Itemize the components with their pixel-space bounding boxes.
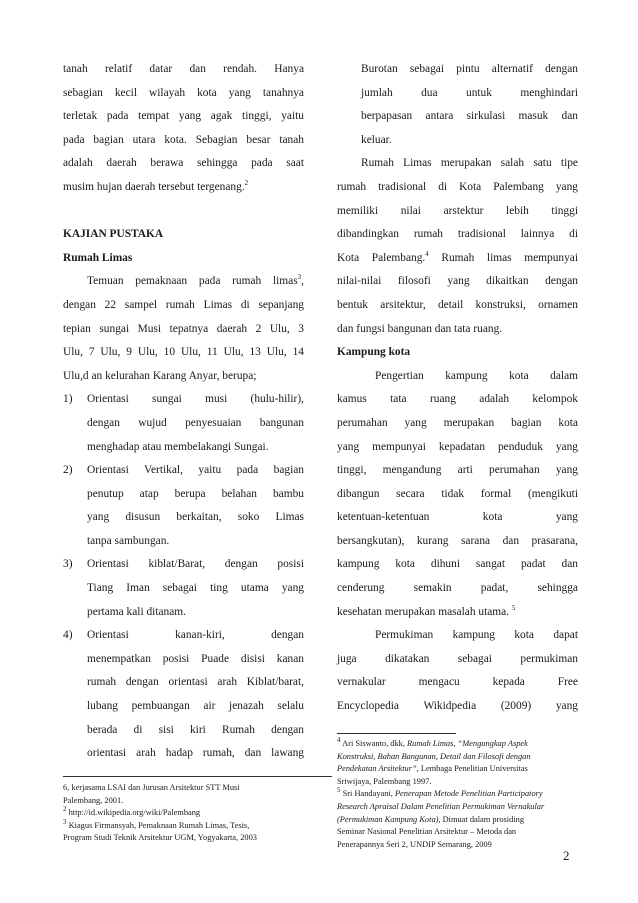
text-line: dengan 22 sampel rumah Limas di sepanjang <box>63 298 304 311</box>
footnote-ref: 2 <box>244 179 249 188</box>
text-line: kampung kota dihuni sangat padat dan <box>337 558 578 571</box>
footnote-line: Research Apraisal Dalam Penelitian Permukiman Vernakular <box>337 801 545 811</box>
text-line: menempatkan posisi Puade disisi kanan <box>87 652 304 665</box>
text-line: memiliki nilai arstektur lebih tinggi <box>337 204 578 217</box>
text-line: adalah daerah berawa sehingga pada saat <box>63 157 304 170</box>
text-line: sebagian kecil wilayah kota yang tanahnya <box>63 86 304 99</box>
text-line: ketentuan-ketentuan kota yang <box>337 511 578 524</box>
text-line: perumahan yang merupakan bagian kota <box>337 416 578 429</box>
footnote-divider <box>63 776 332 777</box>
left-footnotes <box>63 782 308 845</box>
text-line: dengan wujud penyesuaian bangunan <box>87 416 304 429</box>
text-line: berada di sisi kiri Rumah dengan <box>87 723 304 736</box>
footnote-ref: 3 <box>297 273 302 282</box>
text-line: Pengertian kampung kota dalam <box>375 369 578 382</box>
right-column <box>337 58 578 719</box>
text-line: bersangkutan), kurang sarana dan prasarana, <box>337 534 578 547</box>
footnote-line: Penerapannya Seri 2, UNDIP Semarang, 2009 <box>337 839 492 849</box>
text-line: berpapasan antara sirkulasi masuk dan <box>361 110 578 123</box>
text-line: jumlah dua untuk menghindari <box>361 86 578 99</box>
text-line: terletak pada tempat yang agak tinggi, yaitu <box>63 110 304 123</box>
subsection-heading: Kampung kota <box>337 346 411 359</box>
text-line: Temuan pemaknaan pada rumah limas$^3$, <box>87 273 304 288</box>
text-line: juga dikatakan sebagai permukiman <box>337 652 578 665</box>
text-line: pertama kali ditanam. <box>87 605 186 618</box>
footnote-line: (Permukiman Kampung Kota), Dimuat dalam prosiding <box>337 814 525 824</box>
list-item: 3) Orientasi kiblat/Barat, dengan posisi <box>63 558 304 571</box>
text-line: rumah tradisional di Kota Palembang yang <box>337 180 578 193</box>
text-line: Encyclopedia Wikidpedia (2009) yang <box>337 700 578 713</box>
text-line: yang disusun berkaitan, soko Limas <box>87 511 304 524</box>
text-line: Rumah Limas merupakan salah satu tipe <box>361 157 578 170</box>
text-line: cenderung semakin padat, sehingga <box>337 582 578 595</box>
text-line: Kota Palembang.$^4$ Rumah limas mempunyai <box>337 249 579 264</box>
text-line: orientasi arah hadap rumah, dan lawang <box>87 747 304 760</box>
text-line: vernakular mengacu kepada Free <box>337 676 578 689</box>
footnote-divider <box>337 733 456 734</box>
footnote: $^2$ http://id.wikipedia.org/wiki/Palembang <box>63 805 201 818</box>
text-line: Permukiman kampung kota dapat <box>375 629 578 642</box>
text-line: bentuk arsitektur, detail konstruksi, ornamen <box>337 298 578 311</box>
text-line: kesehatan merupakan masalah utama. $^5$ <box>337 603 516 618</box>
text-line: tinggi, mengandung arti perumahan yang <box>337 464 578 477</box>
subsection-heading: Rumah Limas <box>63 251 133 264</box>
text-line: nilai-nilai filosofi yang dikaitkan dengan <box>337 275 578 288</box>
footnote-ref: 4 <box>425 249 429 258</box>
footnote-line: Program Studi Teknik Arsitektur UGM, Yogyakarta, 2003 <box>63 833 257 843</box>
text-line: pada bagian utara kota. Sebagian besar tanah <box>63 133 304 146</box>
text-line: musim hujan daerah tersebut tergenang.$^2$ <box>63 179 249 193</box>
footnote: $^3$ Kiagus Firmansyah, Pemaknaan Rumah Limas, Tesis, <box>63 817 250 830</box>
footnote-line: Konstruksi, Bahan Bangunan, Detail dan Filosofi dengan <box>337 751 531 761</box>
footnote-line: Sriwijaya, Palembang 1997. <box>337 776 432 786</box>
text-line: kamus tata ruang adalah kelompok <box>337 393 578 406</box>
text-line: tanah relatif datar dan rendah. Hanya <box>63 63 304 75</box>
text-line: Tiang Iman sebagai ting utama yang <box>87 582 304 595</box>
footnote-ref: 5 <box>511 603 516 612</box>
list-item: 2) Orientasi Vertikal, yaitu pada bagian <box>63 464 304 477</box>
text-line: penutup atap berupa belahan bambu <box>87 487 304 500</box>
page-number: 2 <box>563 848 570 863</box>
footnote-line: Pendekatan Arsitektur”, Lembaga Penelitian Universitas <box>337 764 528 774</box>
text-line: Burotan sebagai pintu alternatif dengan <box>361 63 578 75</box>
left-column <box>63 58 304 766</box>
text-line: yang mempunyai kepadatan penduduk yang <box>337 440 578 453</box>
text-line: Ulu, 7 Ulu, 9 Ulu, 10 Ulu, 11 Ulu, 13 Ulu, 14 <box>63 346 304 359</box>
footnote: $^5$ Sri Handayani, Penerapan Metode Penelitian Participatory <box>337 786 543 799</box>
list-item: 1) Orientasi sungai musi (hulu-hilir), <box>63 393 304 406</box>
footnote-line: 6, kerjasama LSAI dan Jurusan Arsitektur STT Musi <box>63 783 240 792</box>
text-line: Ulu,d an kelurahan Karang Anyar, berupa; <box>63 369 257 382</box>
section-heading: KAJIAN PUSTAKA <box>63 228 164 241</box>
list-item: 4) Orientasi kanan-kiri, dengan <box>63 629 304 642</box>
footnote-line: Palembang, 2001. <box>63 795 124 805</box>
text-line: lubang pembuangan air jenazah selalu <box>87 700 304 713</box>
text-line: tepian sungai Musi tepatnya daerah 2 Ulu, 3 <box>63 322 304 335</box>
text-line: dibangun secara tidak formal (mengikuti <box>337 487 578 500</box>
text-line: tanpa sambungan. <box>87 534 170 547</box>
footnote-line: Seminar Nasional Penelitian Arsitektur – Metoda dan <box>337 827 517 837</box>
right-footnotes <box>337 738 582 851</box>
text-line: menghadap atau membelakangi Sungai. <box>87 440 269 453</box>
footnote: $^4$ Ari Siswanto, dkk, Rumah Limas, “Mengungkap Aspek <box>337 736 528 748</box>
text-line: keluar. <box>361 133 392 146</box>
text-line: dan fungsi bangunan dan tata ruang. <box>337 322 503 335</box>
text-line: dibandingkan rumah tradisional lainnya di <box>337 228 578 241</box>
text-line: rumah dengan orientasi arah Kiblat/barat, <box>87 676 304 689</box>
